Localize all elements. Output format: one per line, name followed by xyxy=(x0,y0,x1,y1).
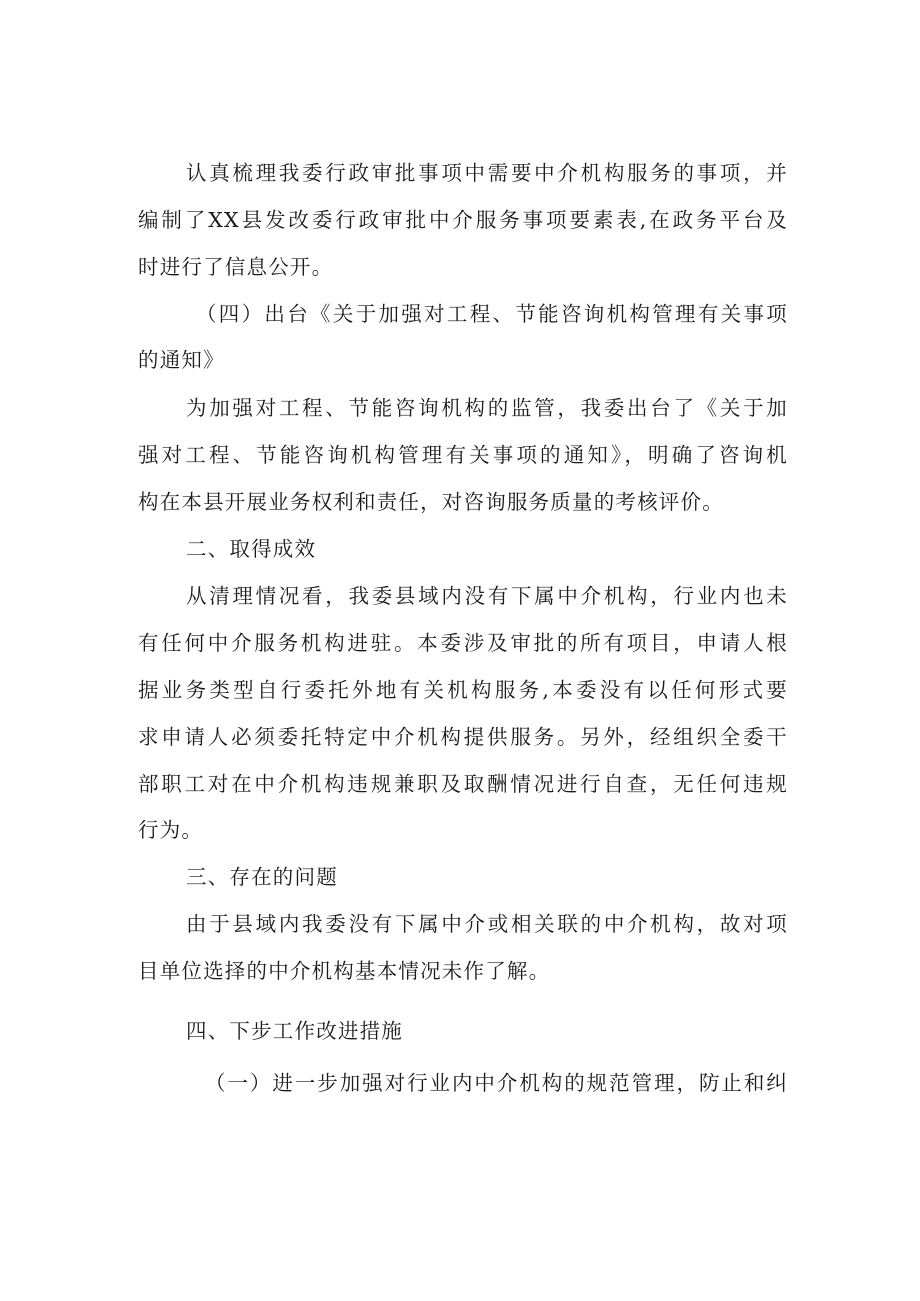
paragraph-line: 认真梳理我委行政审批事项中需要中介机构服务的事项，并 xyxy=(186,161,788,185)
paragraph-line: 编制了XX县发改委行政审批中介服务事项要素表,在政务平台及 xyxy=(138,208,788,232)
paragraph-line: 行为。 xyxy=(138,818,204,842)
paragraph-line: 为加强对工程、节能咨询机构的监管，我委出台了《关于加 xyxy=(186,396,788,420)
section-heading-line: 的通知》 xyxy=(138,348,225,372)
paragraph-line: 由于县域内我委没有下属中介或相关联的中介机构，故对项 xyxy=(186,912,788,936)
section-heading: 四、下步工作改进措施 xyxy=(186,1019,403,1043)
paragraph-line: 据业务类型自行委托外地有关机构服务,本委没有以任何形式要 xyxy=(138,678,788,702)
paragraph-line: 部职工对在中介机构违规兼职及取酬情况进行自查，无任何违规 xyxy=(138,772,788,796)
section-heading-line: （四）出台《关于加强对工程、节能咨询机构管理有关事项 xyxy=(196,302,788,326)
paragraph-line: 求申请人必须委托特定中介机构提供服务。另外，经组织全委干 xyxy=(138,725,788,749)
section-heading: 三、存在的问题 xyxy=(186,865,338,889)
paragraph-line: 从清理情况看，我委县域内没有下属中介机构，行业内也未 xyxy=(186,584,788,608)
paragraph-line: 构在本县开展业务权利和责任，对咨询服务质量的考核评价。 xyxy=(138,490,724,514)
section-heading: 二、取得成效 xyxy=(186,537,317,561)
paragraph-line: （一）进一步加强对行业内中介机构的规范管理，防止和纠 xyxy=(205,1071,788,1095)
paragraph-line: 有任何中介服务机构进驻。本委涉及审批的所有项目，申请人根 xyxy=(138,631,788,655)
paragraph-line: 时进行了信息公开。 xyxy=(138,255,334,279)
paragraph-line: 目单位选择的中介机构基本情况未作了解。 xyxy=(138,959,551,983)
paragraph-line: 强对工程、节能咨询机构管理有关事项的通知》，明确了咨询机 xyxy=(138,443,788,467)
